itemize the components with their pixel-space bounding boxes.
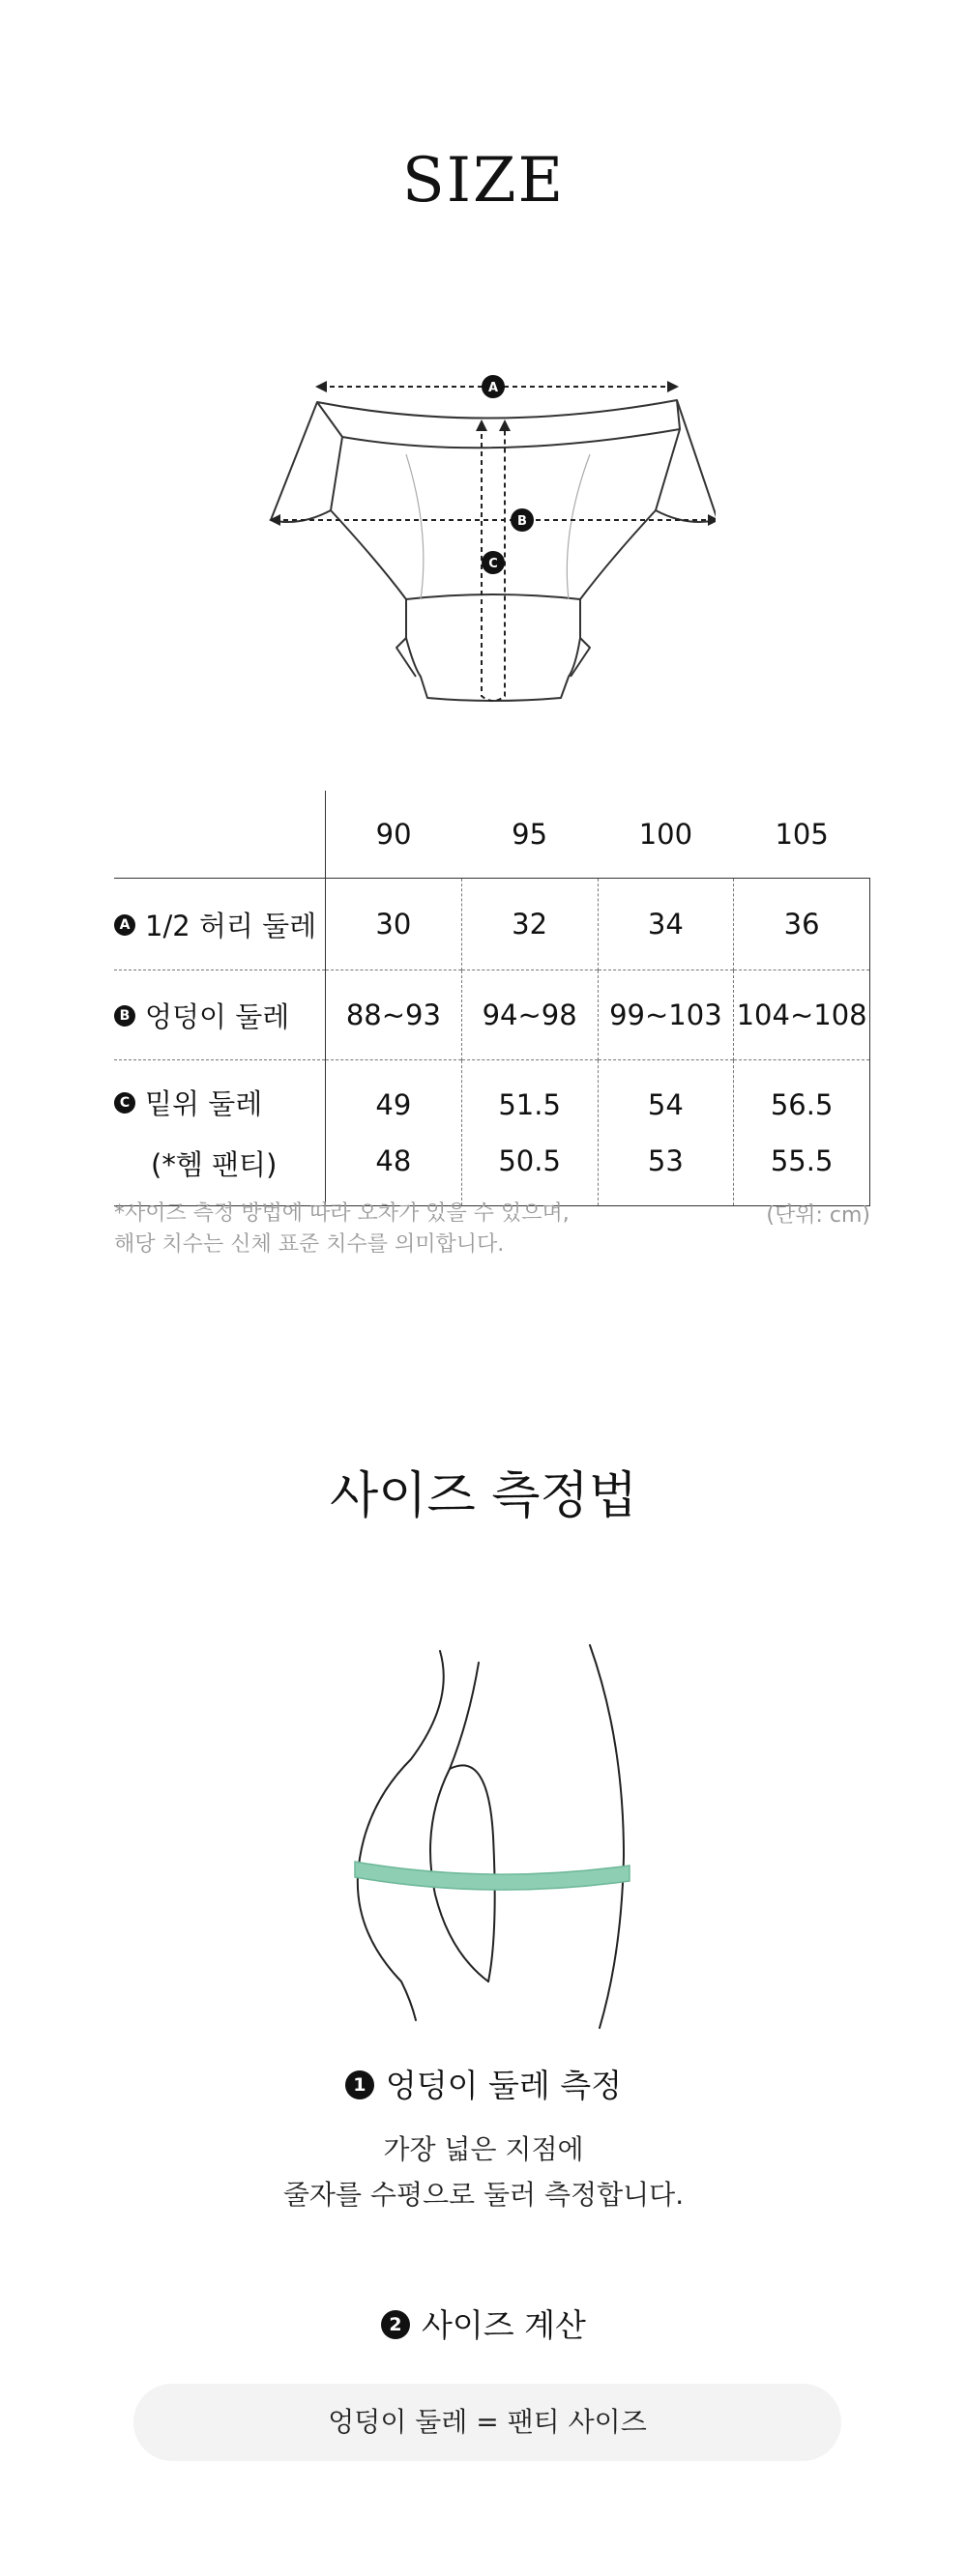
step-2-number: 2: [381, 2310, 410, 2339]
badge-c: C: [114, 1092, 135, 1114]
svg-text:B: B: [517, 514, 527, 529]
step-2-title: [0, 2301, 967, 2346]
size-header: 100: [638, 818, 693, 851]
row-label-text: 엉덩이 둘레: [145, 999, 290, 1033]
panty-size-diagram: [261, 358, 716, 706]
measure-title: 사이즈 측정법: [330, 1467, 637, 1525]
row-label: [114, 970, 326, 1060]
size-header: 95: [512, 818, 548, 851]
table-cell: 104~108: [734, 970, 870, 1060]
row-label-text: 밑위 둘레: [145, 1087, 263, 1120]
badge-a: A: [114, 914, 135, 936]
table-row: [114, 1060, 870, 1206]
size-title: SIZE: [401, 145, 566, 217]
hip-measure-illustration: [343, 1643, 643, 2030]
marker-a: [482, 375, 505, 398]
row-label: [114, 879, 326, 970]
cell-sub-value: 50.5: [498, 1144, 561, 1177]
table-cell: 30: [326, 879, 462, 970]
table-cell: 32: [461, 879, 598, 970]
table-row: [114, 970, 870, 1060]
table-row: [114, 879, 870, 970]
note-line-2: 해당 치수는 신체 표준 치수를 의미합니다.: [114, 1232, 505, 1257]
size-formula: 엉덩이 둘레 = 팬티 사이즈: [133, 2384, 841, 2461]
step-1-title-text: 엉덩이 둘레 측정: [385, 2067, 623, 2104]
badge-b: B: [114, 1005, 135, 1027]
table-cell: [598, 1060, 734, 1206]
table-cell: 94~98: [461, 970, 598, 1060]
table-cell: 88~93: [326, 970, 462, 1060]
measuring-tape: [355, 1862, 630, 1890]
table-cell: [734, 1060, 870, 1206]
step-1-number: 1: [345, 2070, 374, 2099]
step-1-line-1: 가장 넓은 지점에: [383, 2133, 584, 2165]
note-line-1: *사이즈 측정 방법에 따라 오차가 있을 수 있으며,: [114, 1201, 570, 1226]
marker-c: [482, 551, 505, 574]
cell-value: 51.5: [498, 1088, 561, 1121]
size-note: [114, 1199, 598, 1260]
step-1-description: [0, 2127, 967, 2217]
table-corner: [114, 791, 326, 879]
cell-sub-value: 55.5: [770, 1144, 834, 1177]
table-cell: 99~103: [598, 970, 734, 1060]
cell-value: 49: [375, 1088, 412, 1121]
cell-sub-value: 48: [375, 1144, 412, 1177]
table-cell: [326, 1060, 462, 1206]
unit-label: (단위: cm): [766, 1203, 870, 1228]
step-1-line-2: 줄자를 수평으로 둘러 측정합니다.: [282, 2179, 685, 2211]
table-cell: 34: [598, 879, 734, 970]
svg-text:C: C: [488, 557, 498, 571]
size-header: 90: [375, 818, 412, 851]
row-label-text: 1/2 허리 둘레: [145, 909, 317, 942]
table-cell: [461, 1060, 598, 1206]
table-header-row: [114, 791, 870, 879]
marker-b: [511, 508, 534, 532]
step-2-title-text: 사이즈 계산: [422, 2306, 586, 2344]
size-table: [114, 791, 870, 1206]
table-cell: 36: [734, 879, 870, 970]
svg-text:A: A: [487, 381, 499, 395]
cell-sub-value: 53: [647, 1144, 684, 1177]
cell-value: 54: [647, 1088, 684, 1121]
row-label: [114, 1060, 326, 1206]
step-1-title: [0, 2061, 967, 2106]
size-header: 105: [775, 818, 829, 851]
row-sub-label: (*헴 팬티): [151, 1148, 278, 1181]
cell-value: 56.5: [770, 1088, 834, 1121]
